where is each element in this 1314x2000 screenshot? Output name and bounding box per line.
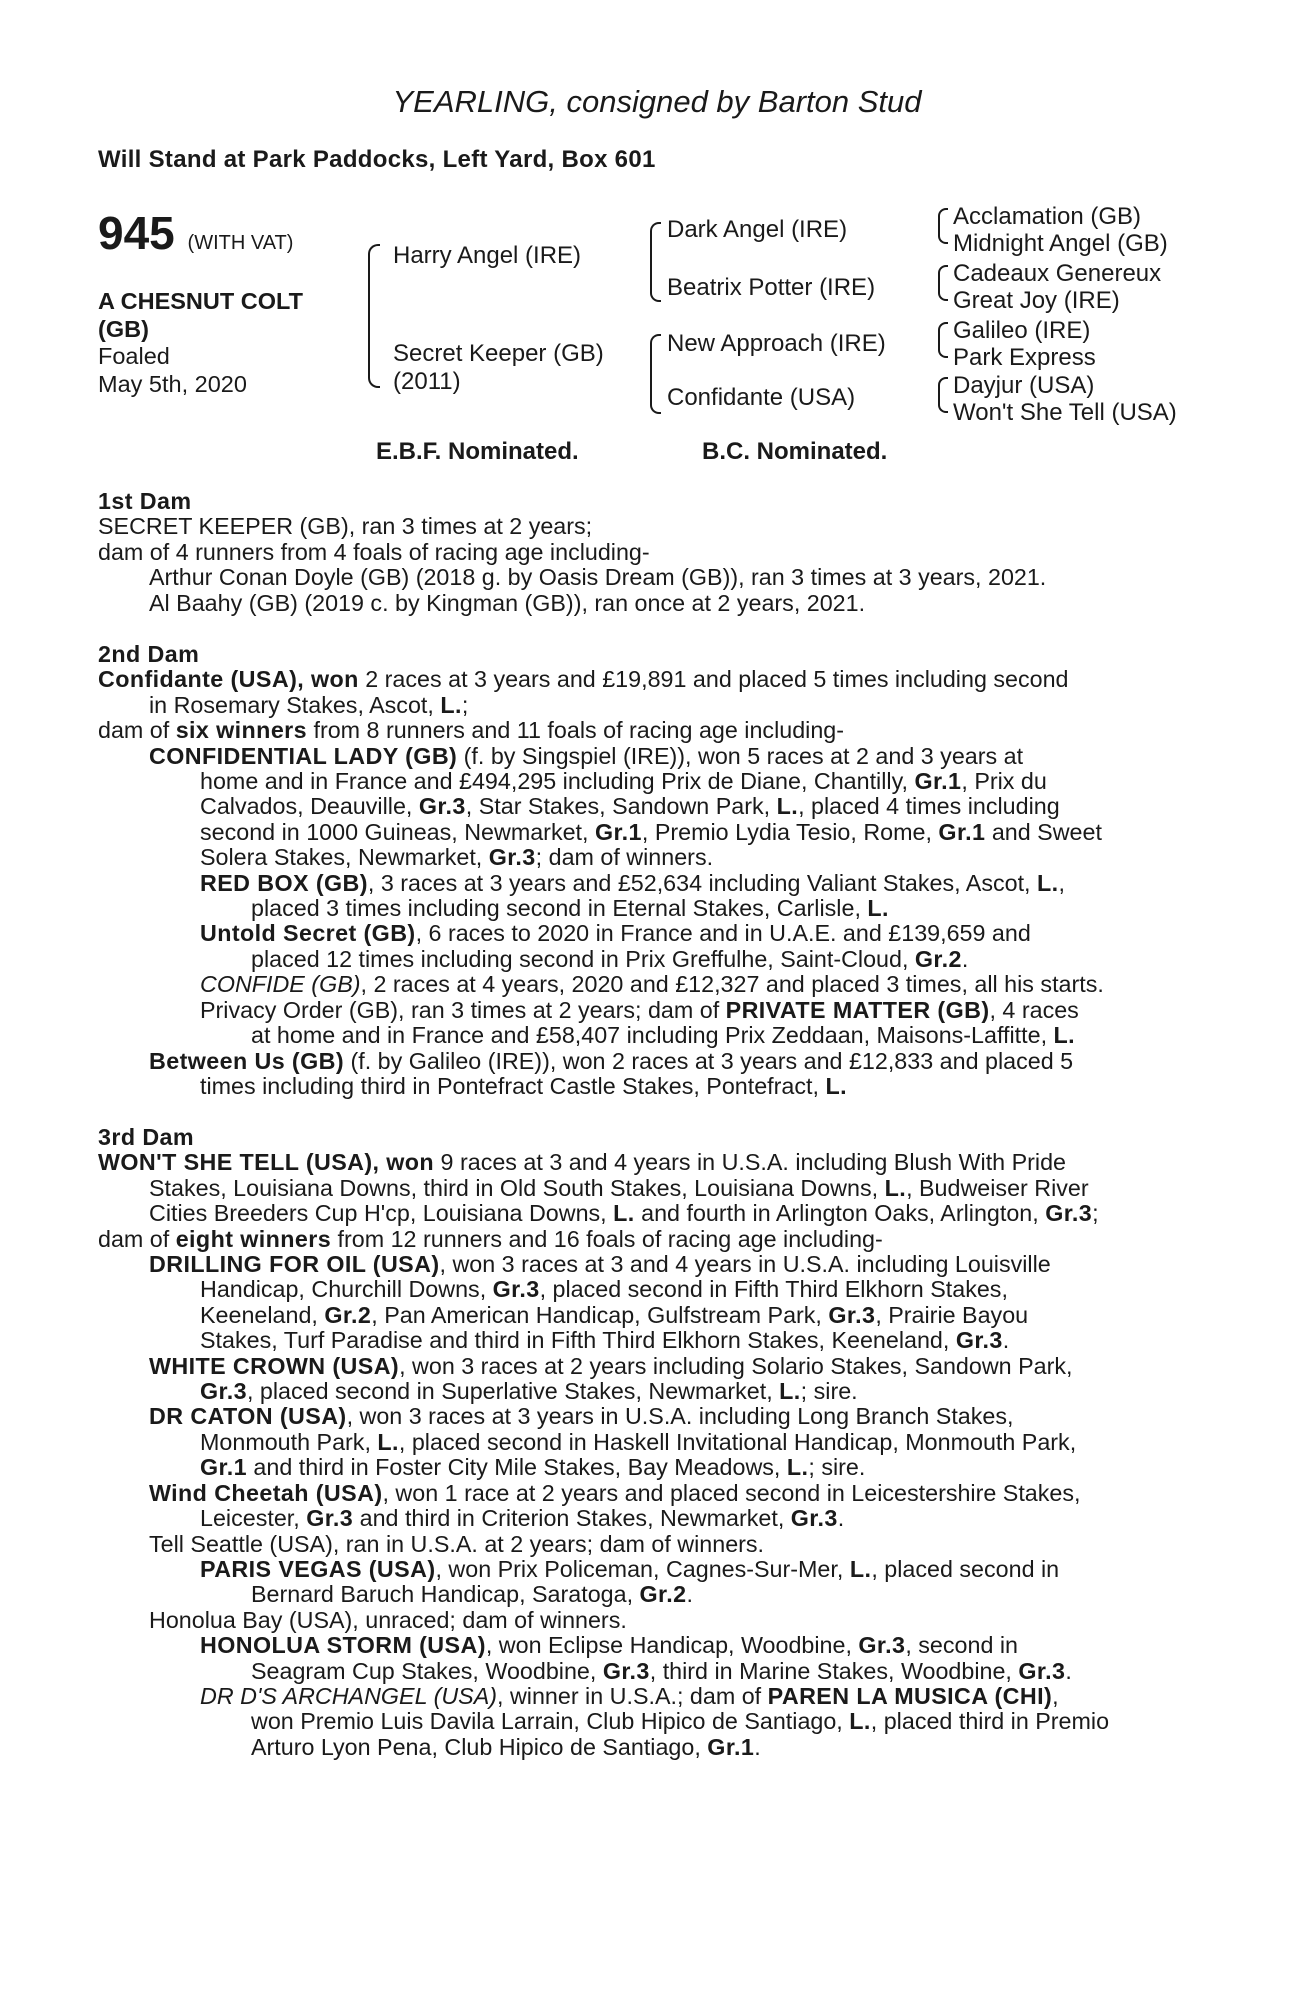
third-dam-section — [98, 1125, 1208, 1760]
second-dam-line: Confidante (USA), won 2 races at 3 years and £19,891 and placed 5 times including second — [98, 666, 1069, 693]
second-dam-line: times including third in Pontefract Castle Stakes, Pontefract, L. — [200, 1072, 847, 1099]
second-dam-line: Calvados, Deauville, Gr.3, Star Stakes, Sandown Park, L., placed 4 times including — [200, 793, 1060, 820]
vat-label: (WITH VAT) — [187, 232, 294, 254]
third-dam-line: Tell Seattle (USA), ran in U.S.A. at 2 years; dam of winners. — [149, 1530, 765, 1557]
third-dam-line: Monmouth Park, L., placed second in Haskell Invitational Handicap, Monmouth Park, — [200, 1428, 1077, 1455]
third-dam-line: won Premio Luis Davila Larrain, Club Hipico de Santiago, L., placed third in Premio — [251, 1708, 1110, 1735]
third-dam-heading: 3rd Dam — [98, 1124, 195, 1150]
horse-country: (GB) — [98, 316, 149, 342]
foaled-date: May 5th, 2020 — [98, 371, 247, 397]
second-dam-line: home and in France and £494,295 including Prix de Diane, Chantilly, Gr.1, Prix du — [200, 768, 1047, 795]
ebf-nomination: E.B.F. Nominated. — [376, 438, 579, 465]
pedigree-brace-sire — [650, 222, 661, 302]
pedigree-brace-dam — [650, 334, 661, 414]
pedigree-sd-sire: Cadeaux Genereux — [953, 260, 1162, 287]
pedigree-brace-ds — [938, 322, 948, 358]
second-dam-line: Privacy Order (GB), ran 3 times at 2 years; dam of PRIVATE MATTER (GB), 4 races — [200, 996, 1079, 1023]
page-header: YEARLING, consigned by Barton Stud — [392, 84, 922, 119]
second-dam-line: Solera Stakes, Newmarket, Gr.3; dam of winners. — [200, 844, 714, 871]
second-dam-line: at home and in France and £58,407 including Prix Zeddaan, Maisons-Laffitte, L. — [251, 1022, 1076, 1049]
third-dam-line: Gr.3, placed second in Superlative Stakes, Newmarket, L.; sire. — [200, 1378, 858, 1405]
third-dam-line: WON'T SHE TELL (USA), won 9 races at 3 and 4 years in U.S.A. including Blush With Pride — [98, 1149, 1066, 1176]
second-dam-line: dam of six winners from 8 runners and 11 foals of racing age including- — [98, 717, 844, 744]
pedigree-ss-dam: Midnight Angel (GB) — [953, 230, 1168, 257]
third-dam-line: HONOLUA STORM (USA), won Eclipse Handicap, Woodbine, Gr.3, second in — [200, 1632, 1019, 1659]
bc-nomination: B.C. Nominated. — [702, 438, 888, 465]
second-dam-line: second in 1000 Guineas, Newmarket, Gr.1, Premio Lydia Tesio, Rome, Gr.1 and Sweet — [200, 818, 1102, 845]
pedigree-dd-sire: Dayjur (USA) — [953, 372, 1095, 399]
pedigree-dam-sire: New Approach (IRE) — [667, 330, 886, 357]
pedigree-dd-dam: Won't She Tell (USA) — [953, 399, 1177, 426]
venue-line: Will Stand at Park Paddocks, Left Yard, Box 601 — [98, 146, 656, 173]
foaled-label: Foaled — [98, 343, 170, 369]
third-dam-line: Arturo Lyon Pena, Club Hipico de Santiago, Gr.1. — [251, 1733, 761, 1760]
pedigree-sd-dam: Great Joy (IRE) — [953, 287, 1120, 314]
second-dam-line: placed 3 times including second in Eternal Stakes, Carlisle, L. — [251, 895, 889, 922]
pedigree-brace-sd — [938, 265, 948, 301]
third-dam-line: PARIS VEGAS (USA), won Prix Policeman, Cagnes-Sur-Mer, L., placed second in — [200, 1555, 1060, 1582]
pedigree-brace-main — [368, 244, 380, 388]
pedigree-ss-sire: Acclamation (GB) — [953, 203, 1142, 230]
lot-number-value: 945 — [98, 207, 175, 259]
third-dam-line: DRILLING FOR OIL (USA), won 3 races at 3 and 4 years in U.S.A. including Louisville — [149, 1251, 1051, 1278]
second-dam-section — [98, 642, 1208, 1099]
pedigree-dam: Secret Keeper (GB) — [393, 340, 604, 367]
pedigree-sire-dam: Beatrix Potter (IRE) — [667, 274, 876, 301]
lot-number — [98, 206, 293, 260]
third-dam-line: Gr.1 and third in Foster City Mile Stakes, Bay Meadows, L.; sire. — [200, 1454, 866, 1481]
pedigree-brace-ss — [938, 208, 948, 244]
second-dam-line: in Rosemary Stakes, Ascot, L.; — [149, 691, 469, 718]
third-dam-line: Handicap, Churchill Downs, Gr.3, placed second in Fifth Third Elkhorn Stakes, — [200, 1276, 1008, 1303]
third-dam-line: DR D'S ARCHANGEL (USA), winner in U.S.A.; dam of PAREN LA MUSICA (CHI), — [200, 1682, 1059, 1709]
second-dam-line: placed 12 times including second in Prix Greffulhe, Saint-Cloud, Gr.2. — [251, 945, 969, 972]
second-dam-line: Between Us (GB) (f. by Galileo (IRE)), won 2 races at 3 years and £12,833 and placed 5 — [149, 1047, 1074, 1074]
pedigree-sire: Harry Angel (IRE) — [393, 242, 582, 269]
pedigree-ds-dam: Park Express — [953, 344, 1096, 371]
third-dam-line: Wind Cheetah (USA), won 1 race at 2 years and placed second in Leicestershire Stakes, — [149, 1479, 1081, 1506]
third-dam-line: Seagram Cup Stakes, Woodbine, Gr.3, third in Marine Stakes, Woodbine, Gr.3. — [251, 1657, 1072, 1684]
first-dam-heading: 1st Dam — [98, 488, 192, 514]
first-dam-produce: Al Baahy (GB) (2019 c. by Kingman (GB)), ran once at 2 years, 2021. — [149, 589, 866, 616]
third-dam-line: dam of eight winners from 12 runners and 16 foals of racing age including- — [98, 1225, 883, 1252]
third-dam-line: WHITE CROWN (USA), won 3 races at 2 years including Solario Stakes, Sandown Park, — [149, 1352, 1073, 1379]
pedigree-ds-sire: Galileo (IRE) — [953, 317, 1091, 344]
third-dam-line: Stakes, Turf Paradise and third in Fifth Third Elkhorn Stakes, Keeneland, Gr.3. — [200, 1327, 1010, 1354]
first-dam-line: dam of 4 runners from 4 foals of racing age including- — [98, 538, 650, 565]
third-dam-line: DR CATON (USA), won 3 races at 3 years in U.S.A. including Long Branch Stakes, — [149, 1403, 1014, 1430]
second-dam-line: CONFIDENTIAL LADY (GB) (f. by Singspiel (IRE)), won 5 races at 2 and 3 years at — [149, 742, 1024, 769]
first-dam-section — [98, 489, 1208, 616]
horse-description: A CHESNUT COLT — [98, 288, 303, 314]
second-dam-heading: 2nd Dam — [98, 641, 200, 667]
third-dam-line: Leicester, Gr.3 and third in Criterion Stakes, Newmarket, Gr.3. — [200, 1505, 845, 1532]
second-dam-line: RED BOX (GB), 3 races at 3 years and £52,634 including Valiant Stakes, Ascot, L., — [200, 869, 1066, 896]
third-dam-line: Cities Breeders Cup H'cp, Louisiana Downs, L. and fourth in Arlington Oaks, Arlington, Gr.3; — [149, 1200, 1099, 1227]
third-dam-line: Stakes, Louisiana Downs, third in Old South Stakes, Louisiana Downs, L., Budweiser River — [149, 1174, 1089, 1201]
pedigree-sire-sire: Dark Angel (IRE) — [667, 216, 848, 243]
first-dam-line: SECRET KEEPER (GB), ran 3 times at 2 years; — [98, 513, 593, 540]
third-dam-line: Bernard Baruch Handicap, Saratoga, Gr.2. — [251, 1581, 693, 1608]
third-dam-line: Honolua Bay (USA), unraced; dam of winners. — [149, 1606, 627, 1633]
second-dam-line: Untold Secret (GB), 6 races to 2020 in France and in U.A.E. and £139,659 and — [200, 920, 1031, 947]
third-dam-line: Keeneland, Gr.2, Pan American Handicap, Gulfstream Park, Gr.3, Prairie Bayou — [200, 1301, 1029, 1328]
pedigree-dam-dam: Confidante (USA) — [667, 384, 856, 411]
second-dam-line: CONFIDE (GB), 2 races at 4 years, 2020 and £12,327 and placed 3 times, all his starts. — [200, 971, 1104, 998]
pedigree-brace-dd — [938, 377, 948, 413]
pedigree-dam-year: (2011) — [393, 368, 461, 395]
first-dam-produce: Arthur Conan Doyle (GB) (2018 g. by Oasis Dream (GB)), ran 3 times at 3 years, 2021. — [149, 564, 1047, 591]
